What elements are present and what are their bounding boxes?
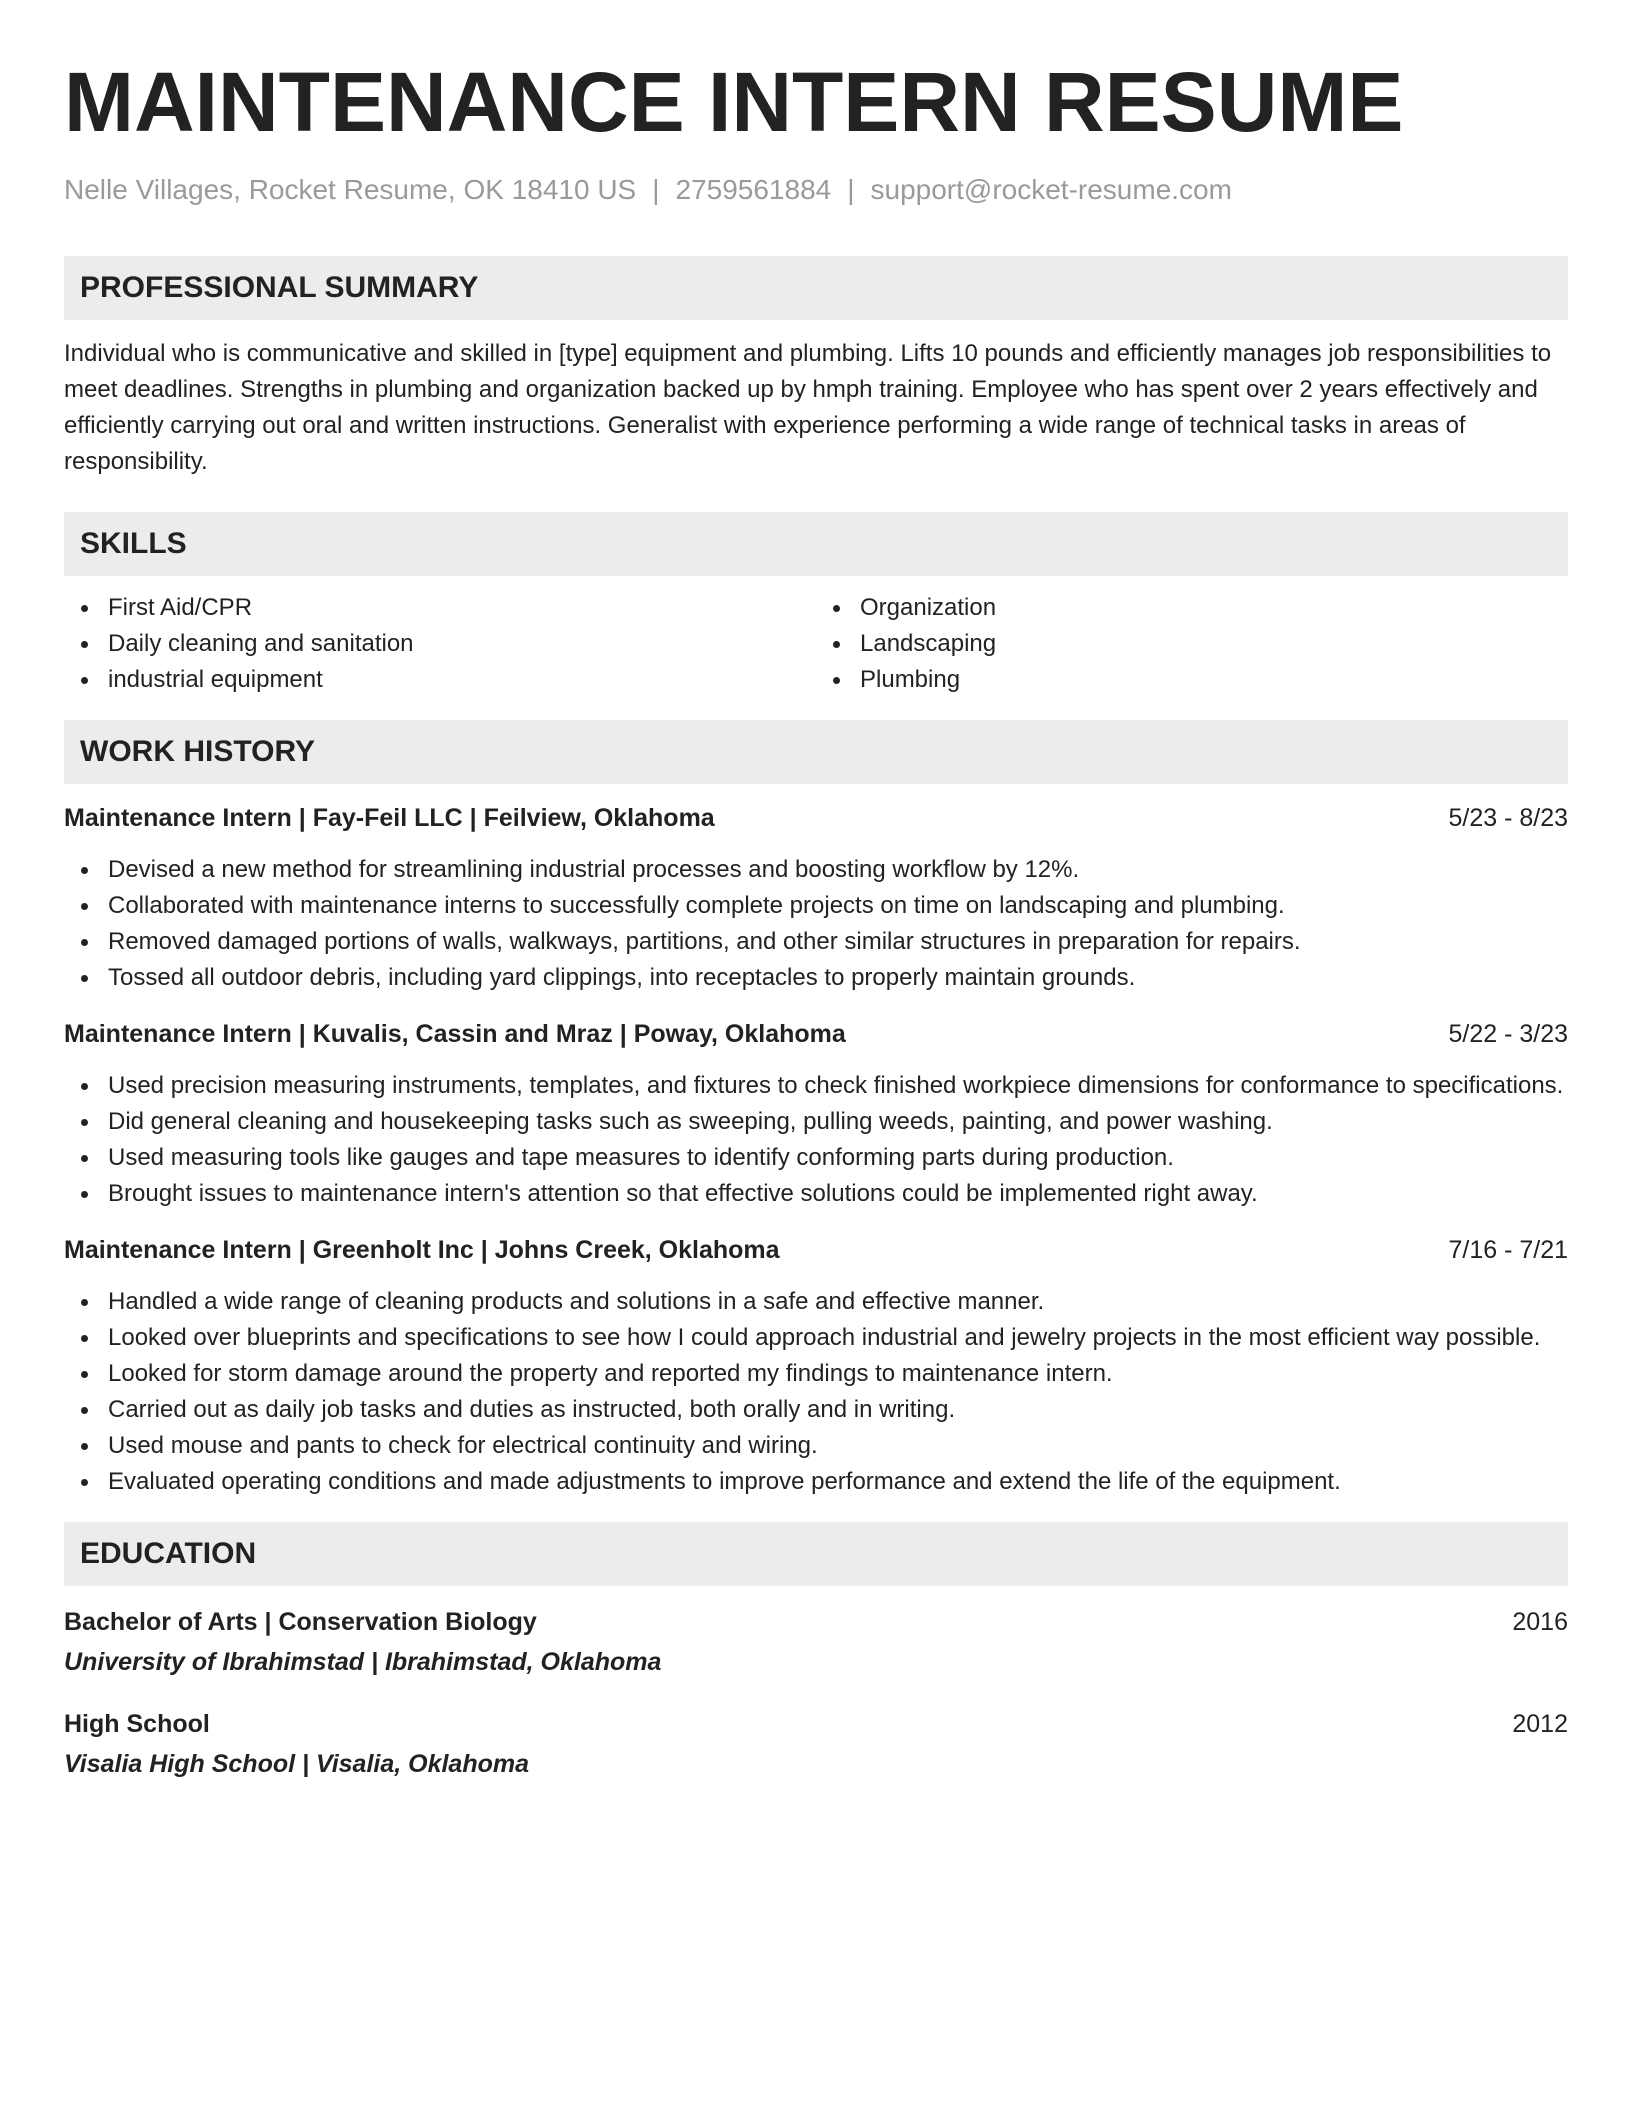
education-degree: Bachelor of Arts | Conservation Biology xyxy=(64,1608,537,1636)
job-bullet: Handled a wide range of cleaning products and solutions in a safe and effective manner. xyxy=(64,1284,1568,1320)
skills-column-left xyxy=(64,590,816,698)
job-header xyxy=(64,1232,1568,1268)
summary-text: Individual who is communicative and skilled in [type] equipment and plumbing. Lifts 10 pounds and efficiently manages job responsibilities to meet deadlines. Strengths in plumbing and organization backed up by hmph training. Employee who has spent over 2 years effectively and efficiently carrying out oral and written instructions. Generalist with experience performing a wide range of technical tasks in areas of responsibility. xyxy=(64,340,1552,475)
education-year: 2016 xyxy=(1512,1608,1568,1636)
job-title: Maintenance Intern | Fay-Feil LLC | Feilview, Oklahoma xyxy=(64,804,715,832)
job-bullet: Looked for storm damage around the property and reported my findings to maintenance intern. xyxy=(64,1356,1568,1392)
job-dates: 7/16 - 7/21 xyxy=(1448,1236,1568,1264)
education-school: University of Ibrahimstad | Ibrahimstad, Oklahoma xyxy=(64,1648,662,1676)
job-bullet: Evaluated operating conditions and made adjustments to improve performance and extend the life of the equipment. xyxy=(64,1464,1568,1500)
job-bullet: Collaborated with maintenance interns to successfully complete projects on time on landscaping and plumbing. xyxy=(64,888,1568,924)
contact-phone: 2759561884 xyxy=(675,174,832,205)
job-bullet: Removed damaged portions of walls, walkways, partitions, and other similar structures in preparation for repairs. xyxy=(64,924,1568,960)
job-bullet: Used precision measuring instruments, templates, and fixtures to check finished workpiece dimensions for conformance to specifications. xyxy=(64,1068,1568,1104)
job-title: Maintenance Intern | Greenholt Inc | Johns Creek, Oklahoma xyxy=(64,1236,780,1264)
section-heading-education: EDUCATION xyxy=(64,1522,1568,1586)
job-entry xyxy=(64,800,1568,996)
skill-item: Organization xyxy=(816,590,1568,626)
job-bullet: Used measuring tools like gauges and tape measures to identify conforming parts during production. xyxy=(64,1140,1568,1176)
job-bullets xyxy=(64,852,1568,996)
job-bullets xyxy=(64,1284,1568,1500)
job-bullet: Brought issues to maintenance intern's attention so that effective solutions could be implemented right away. xyxy=(64,1176,1568,1212)
resume-title: MAINTENANCE INTERN RESUME xyxy=(64,55,1404,149)
education-degree: High School xyxy=(64,1710,210,1738)
skill-item: Landscaping xyxy=(816,626,1568,662)
contact-address: Nelle Villages, Rocket Resume, OK 18410 US xyxy=(64,174,637,205)
education-header xyxy=(64,1706,1568,1742)
skill-item: industrial equipment xyxy=(64,662,816,698)
skill-item: Plumbing xyxy=(816,662,1568,698)
contact-separator: | xyxy=(847,174,855,205)
job-bullet: Looked over blueprints and specifications to see how I could approach industrial and jewelry projects in the most efficient way possible. xyxy=(64,1320,1568,1356)
skills-list xyxy=(64,590,1568,698)
section-heading-work-history: WORK HISTORY xyxy=(64,720,1568,784)
job-header xyxy=(64,1016,1568,1052)
contact-line xyxy=(64,172,1568,208)
job-dates: 5/22 - 3/23 xyxy=(1448,1020,1568,1048)
job-entry xyxy=(64,1232,1568,1500)
section-heading-summary: PROFESSIONAL SUMMARY xyxy=(64,256,1568,320)
job-bullet: Used mouse and pants to check for electrical continuity and wiring. xyxy=(64,1428,1568,1464)
job-title: Maintenance Intern | Kuvalis, Cassin and Mraz | Poway, Oklahoma xyxy=(64,1020,846,1048)
skill-item: First Aid/CPR xyxy=(64,590,816,626)
skill-item: Daily cleaning and sanitation xyxy=(64,626,816,662)
education-school: Visalia High School | Visalia, Oklahoma xyxy=(64,1750,530,1778)
job-entry xyxy=(64,1016,1568,1212)
education-entry xyxy=(64,1706,1568,1782)
skills-column-right xyxy=(816,590,1568,698)
section-heading-skills: SKILLS xyxy=(64,512,1568,576)
contact-separator: | xyxy=(652,174,660,205)
job-dates: 5/23 - 8/23 xyxy=(1448,804,1568,832)
job-header xyxy=(64,800,1568,836)
job-bullet: Devised a new method for streamlining industrial processes and boosting workflow by 12%. xyxy=(64,852,1568,888)
job-bullet: Carried out as daily job tasks and duties as instructed, both orally and in writing. xyxy=(64,1392,1568,1428)
job-bullet: Did general cleaning and housekeeping tasks such as sweeping, pulling weeds, painting, and power washing. xyxy=(64,1104,1568,1140)
education-year: 2012 xyxy=(1512,1710,1568,1738)
contact-email: support@rocket-resume.com xyxy=(870,174,1232,205)
education-header xyxy=(64,1604,1568,1640)
job-bullet: Tossed all outdoor debris, including yard clippings, into receptacles to properly maintain grounds. xyxy=(64,960,1568,996)
job-bullets xyxy=(64,1068,1568,1212)
education-entry xyxy=(64,1604,1568,1680)
